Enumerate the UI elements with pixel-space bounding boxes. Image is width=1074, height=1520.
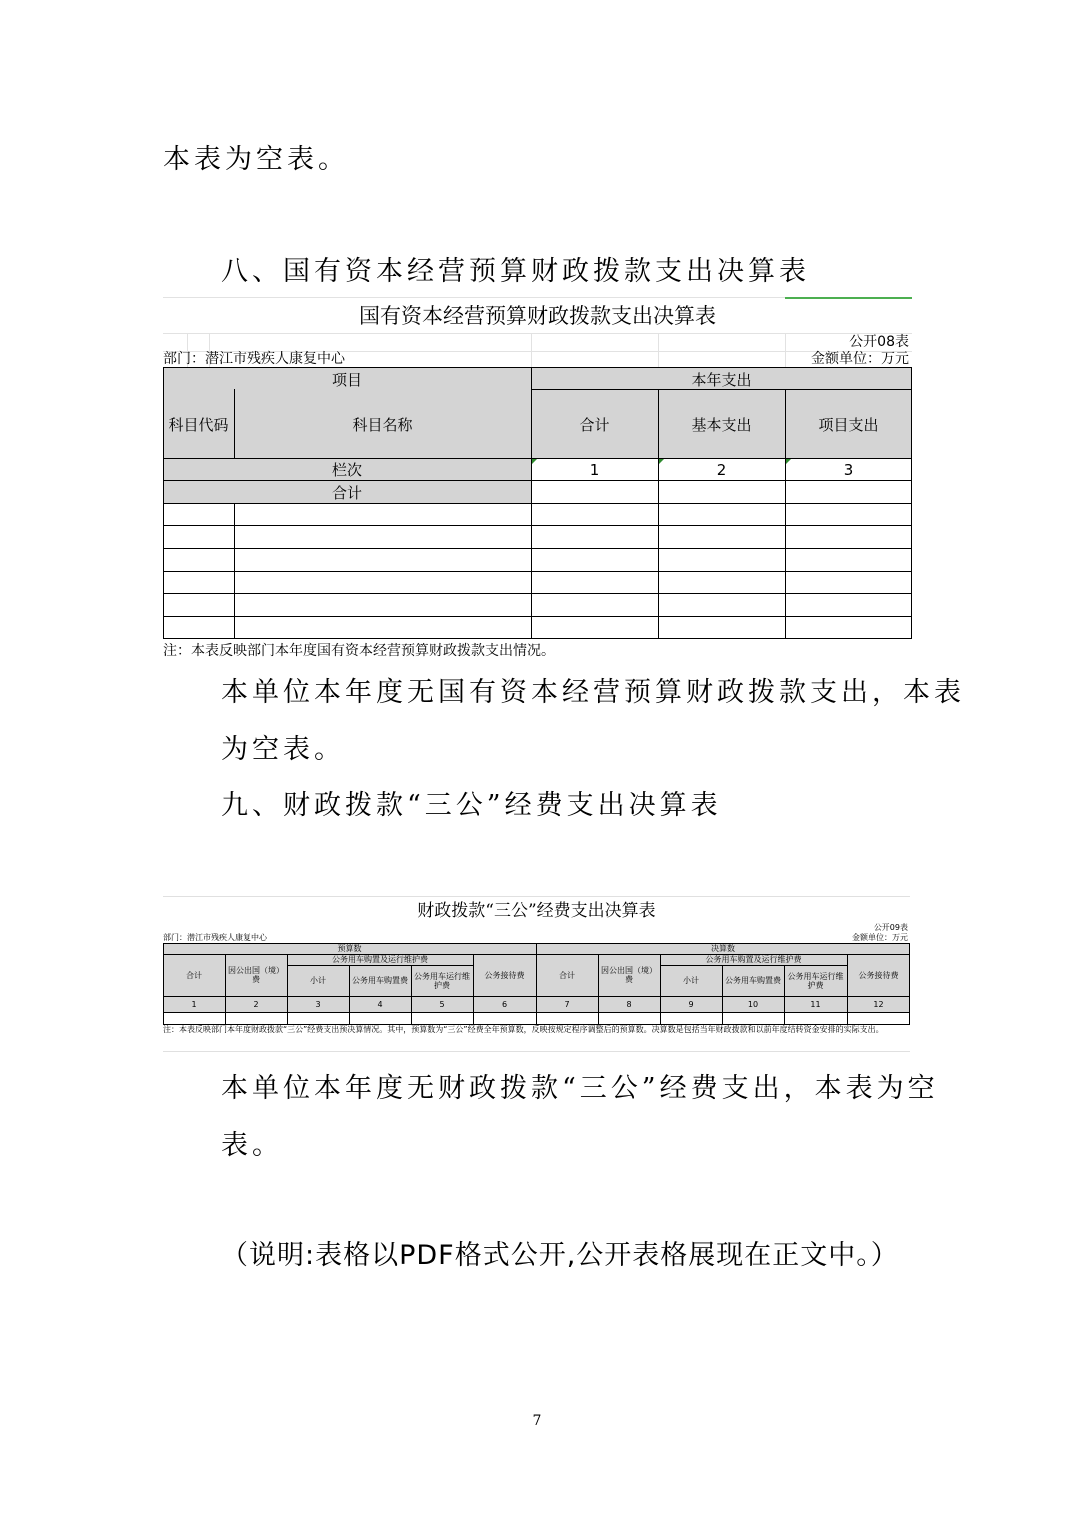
b-car-group: 公务用车购置及运行维护费 <box>287 954 473 965</box>
table-09-title: 财政拨款“三公”经费支出决算表 <box>417 901 656 921</box>
b-run: 公务用车运行维护费 <box>411 965 473 996</box>
none-note-8-line1: 本单位本年度无国有资本经营预算财政拨款支出，本表 <box>221 677 965 708</box>
f-run: 公务用车运行维护费 <box>784 965 847 996</box>
table-08-note: 注：本表反映部门本年度国有资本经营预算财政拨款支出情况。 <box>163 643 555 659</box>
header-budget: 预算数 <box>163 943 536 954</box>
table-09-code: 公开09表 <box>873 923 908 932</box>
none-note-8-line2: 为空表。 <box>221 734 345 765</box>
c9-num-8: 8 <box>598 996 660 1012</box>
f-car-group: 公务用车购置及运行维护费 <box>660 954 847 965</box>
header-final: 决算数 <box>536 943 910 954</box>
b-total: 合计 <box>163 954 225 996</box>
c9-num-4: 4 <box>349 996 411 1012</box>
col-num-3: 3 <box>843 460 854 479</box>
f-buy: 公务用车购置费 <box>722 965 784 996</box>
b-buy: 公务用车购置费 <box>349 965 411 996</box>
c9-num-12: 12 <box>847 996 910 1012</box>
f-recept: 公务接待费 <box>847 954 910 996</box>
c9-num-10: 10 <box>722 996 784 1012</box>
header-subject-code: 科目代码 <box>163 390 234 458</box>
header-project: 项目支出 <box>785 390 912 458</box>
section-heading-8: 八、国有资本经营预算财政拨款支出决算表 <box>221 256 810 287</box>
row-sum-label: 合计 <box>163 481 531 503</box>
header-total: 合计 <box>531 390 658 458</box>
table-09-unit: 金额单位：万元 <box>852 933 908 942</box>
header-basic: 基本支出 <box>658 390 785 458</box>
header-subject-name: 科目名称 <box>234 390 531 458</box>
section-heading-9: 九、财政拨款“三公”经费支出决算表 <box>221 790 722 821</box>
table-09-note: 注：本表反映部门本年度财政拨款“三公”经费支出预决算情况。其中，预算数为“三公”经费全年预算数，反映按规定程序调整后的预算数。决算数是包括当年财政拨款和以前年度结转资金安排的实际支出。 <box>163 1025 884 1034</box>
table-09-dept: 部门：潜江市残疾人康复中心 <box>163 933 267 942</box>
f-abroad: 因公出国（境）费 <box>598 954 660 996</box>
none-note-9-line1: 本单位本年度无财政拨款“三公”经费支出，本表为空 <box>221 1073 939 1104</box>
table-08-code: 公开08表 <box>849 334 909 350</box>
c9-num-11: 11 <box>784 996 847 1012</box>
f-total: 合计 <box>536 954 598 996</box>
table-08 <box>163 297 912 663</box>
c9-num-1: 1 <box>163 996 225 1012</box>
b-sub: 小计 <box>287 965 349 996</box>
none-note-9-line2: 表。 <box>221 1130 283 1161</box>
page-number: 7 <box>532 1413 542 1429</box>
c9-num-6: 6 <box>473 996 536 1012</box>
f-sub: 小计 <box>660 965 722 996</box>
table-08-dept: 部门：潜江市残疾人康复中心 <box>163 351 345 367</box>
col-num-1: 1 <box>589 460 600 479</box>
b-recept: 公务接待费 <box>473 954 536 996</box>
empty-table-note-1: 本表为空表。 <box>163 144 349 175</box>
b-abroad: 因公出国（境）费 <box>225 954 287 996</box>
c9-num-3: 3 <box>287 996 349 1012</box>
c9-num-5: 5 <box>411 996 473 1012</box>
c9-num-2: 2 <box>225 996 287 1012</box>
table-09 <box>163 896 910 1052</box>
header-item: 项目 <box>163 368 531 390</box>
c9-num-7: 7 <box>536 996 598 1012</box>
row-label-lanci: 栏次 <box>163 458 531 481</box>
c9-num-9: 9 <box>660 996 722 1012</box>
header-year-expense: 本年支出 <box>531 368 912 390</box>
table-08-title: 国有资本经营预算财政拨款支出决算表 <box>359 304 716 328</box>
col-num-2: 2 <box>716 460 727 479</box>
explanation-note: （说明:表格以PDF格式公开,公开表格展现在正文中。） <box>221 1240 899 1271</box>
table-08-unit: 金额单位：万元 <box>811 351 909 367</box>
